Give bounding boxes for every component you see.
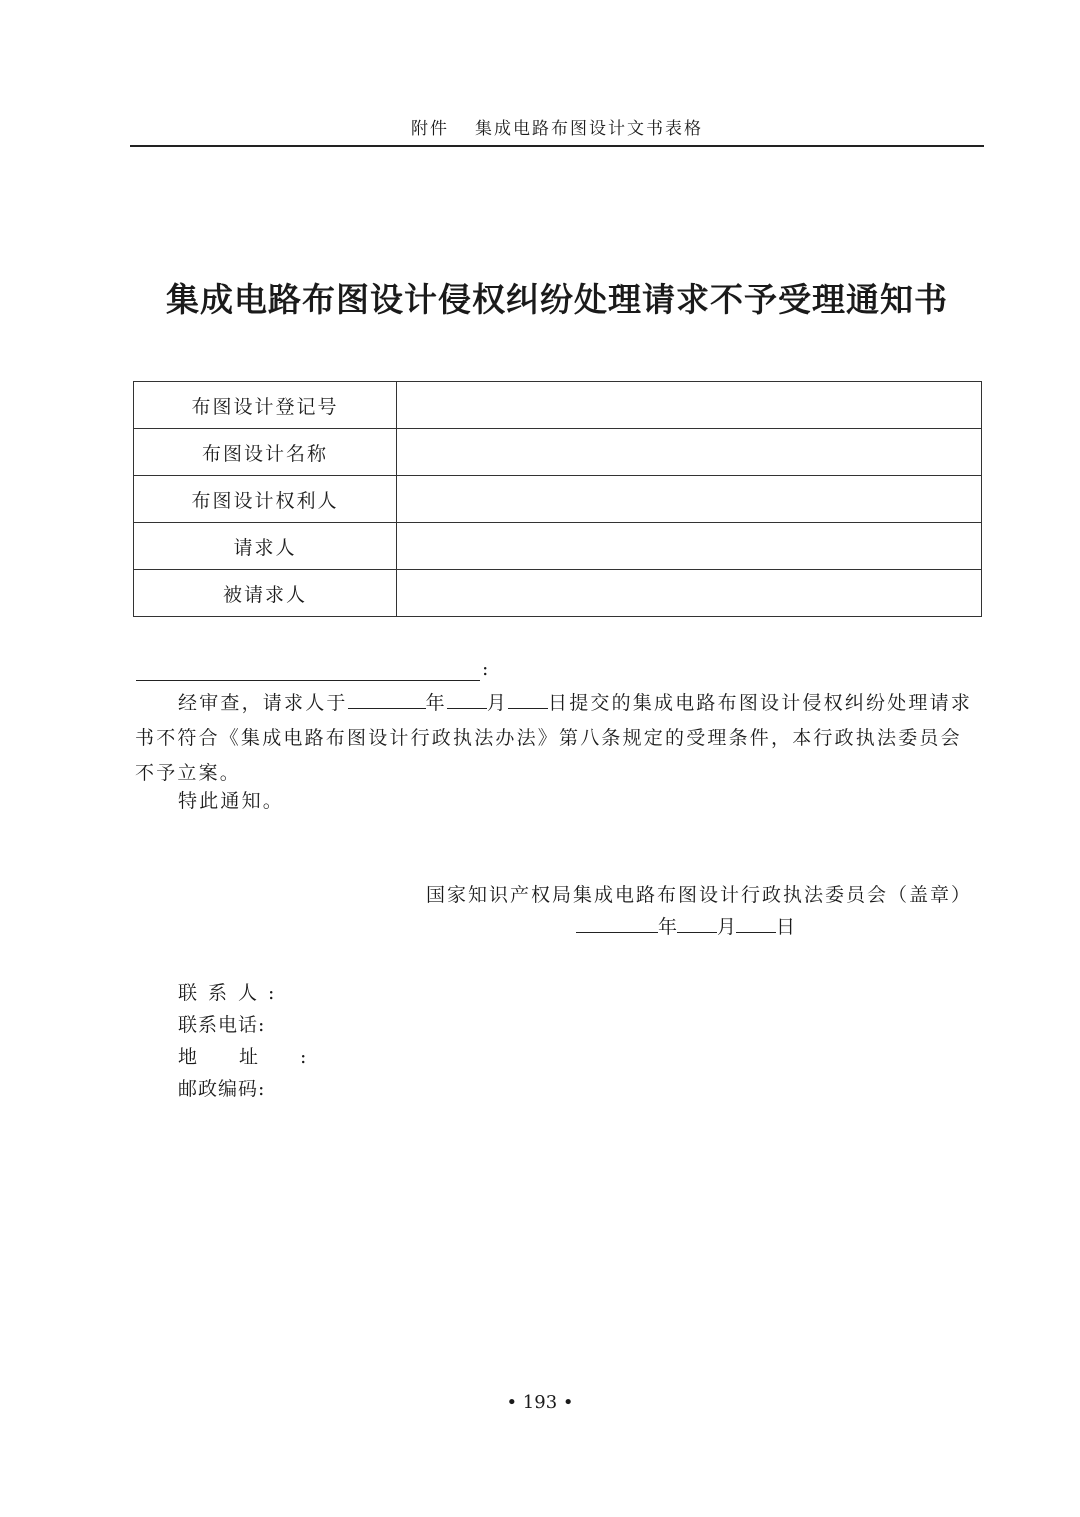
header-rule xyxy=(130,145,984,147)
notice-paragraph xyxy=(135,686,981,791)
sign-day-label: 日 xyxy=(776,916,796,938)
contact-postcode-label: 邮政编码: xyxy=(178,1078,266,1100)
sign-month-label: 月 xyxy=(717,916,737,938)
row-value-registration-number[interactable] xyxy=(397,382,982,429)
sign-year-label: 年 xyxy=(658,916,678,938)
month-blank[interactable] xyxy=(447,690,487,709)
table-row xyxy=(134,382,982,429)
running-header xyxy=(130,114,984,139)
contact-person xyxy=(178,978,285,1005)
notice-text-start: 经审查，请求人于 xyxy=(178,692,348,714)
row-value-right-holder[interactable] xyxy=(397,476,982,523)
notice-text-rest: 日提交的集成电路布图设计侵权纠纷处理请求书不符合《集成电路布图设计行政执法办法》第八条规定的受理条件，本行政执法委员会不予立案。 xyxy=(135,692,973,784)
addressee-blank[interactable] xyxy=(136,660,480,681)
signature-org: 国家知识产权局集成电路布图设计行政执法委员会（盖章） xyxy=(425,884,972,906)
sign-year-blank[interactable] xyxy=(576,914,658,933)
row-value-requester[interactable] xyxy=(397,523,982,570)
row-label-design-name: 布图设计名称 xyxy=(134,429,397,476)
header-section-title: 集成电路布图设计文书表格 xyxy=(475,119,703,139)
month-label: 月 xyxy=(486,692,509,714)
contact-address xyxy=(178,1042,348,1069)
row-label-registration-number: 布图设计登记号 xyxy=(134,382,397,429)
addressee-colon: : xyxy=(482,658,489,680)
contact-address-label: 地址: xyxy=(178,1046,349,1068)
page-number: • 193 • xyxy=(506,1392,574,1413)
row-value-respondent[interactable] xyxy=(397,570,982,617)
sign-month-blank[interactable] xyxy=(677,914,717,933)
contact-phone-label: 联系电话: xyxy=(178,1014,266,1036)
table-row xyxy=(134,429,982,476)
table-row xyxy=(134,523,982,570)
day-blank[interactable] xyxy=(508,690,548,709)
table-row xyxy=(134,476,982,523)
header-annex-label: 附件 xyxy=(411,119,449,139)
row-label-respondent: 被请求人 xyxy=(134,570,397,617)
sign-day-blank[interactable] xyxy=(736,914,776,933)
row-label-right-holder: 布图设计权利人 xyxy=(134,476,397,523)
table-row xyxy=(134,570,982,617)
contact-phone xyxy=(178,1010,265,1037)
document-title: 集成电路布图设计侵权纠纷处理请求不予受理通知书 xyxy=(166,280,948,319)
year-label: 年 xyxy=(425,692,447,714)
info-table xyxy=(133,381,982,617)
row-label-requester: 请求人 xyxy=(134,523,397,570)
year-blank[interactable] xyxy=(348,690,426,709)
signature-date xyxy=(576,912,795,939)
row-value-design-name[interactable] xyxy=(397,429,982,476)
contact-postcode xyxy=(178,1074,265,1101)
contact-person-label: 联系人: xyxy=(178,982,286,1004)
closing-text: 特此通知。 xyxy=(178,790,285,812)
